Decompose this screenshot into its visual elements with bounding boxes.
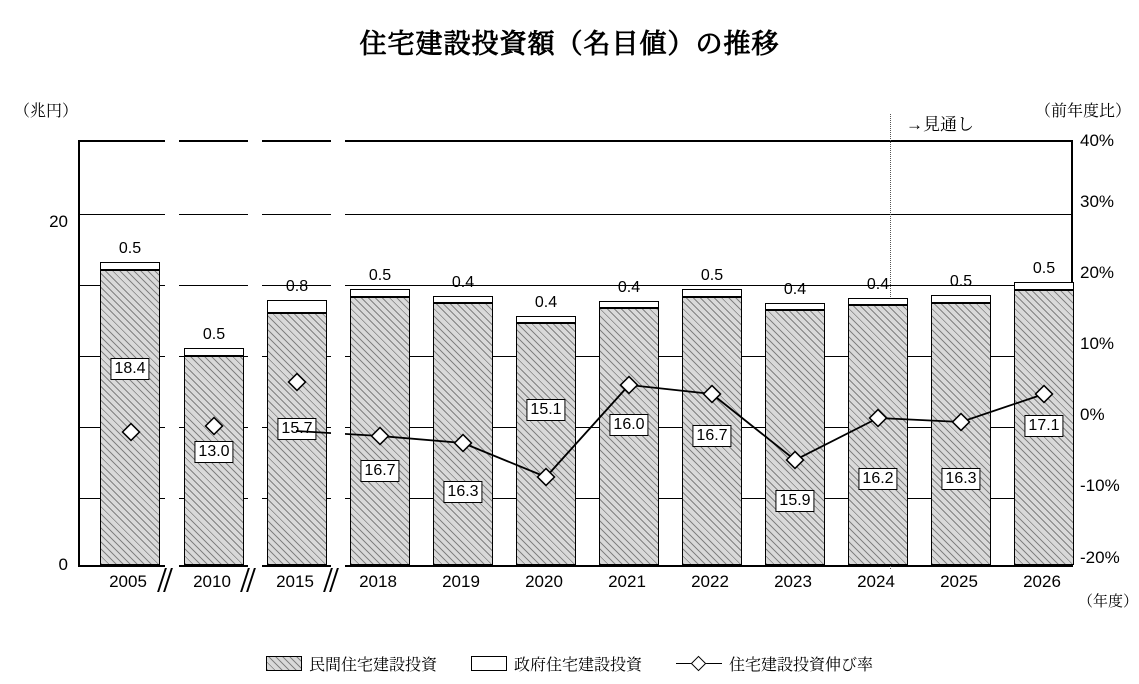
growth-rate-markers [123,374,1053,486]
x-label-2019: 2019 [442,572,480,591]
axis-break-gap-3 [331,140,345,571]
x-label-2005: 2005 [109,572,147,591]
bar-label-public-2019: 0.4 [451,274,475,291]
growth-rate-polyline [296,385,1044,477]
legend-swatch-plain-icon [471,656,507,671]
axis-break-mark-3 [326,568,338,592]
bar-label-private-2010: 13.0 [194,441,233,463]
legend-line-marker-icon [676,657,722,671]
bar-label-private-2019: 16.3 [443,481,482,503]
legend [0,652,1139,675]
legend-item-private [266,652,437,675]
bar-label-public-2005: 0.5 [118,240,142,257]
x-label-2023: 2023 [774,572,812,591]
bar-label-public-2020: 0.4 [534,294,558,311]
forecast-annotation: →見通し [906,115,974,134]
bar-label-public-2026: 0.5 [1032,260,1056,277]
y-tick-right-20: 20% [1080,263,1115,282]
x-label-2015: 2015 [276,572,314,591]
y-tick-right-40: 40% [1080,131,1115,150]
x-label-2026: 2026 [1023,572,1061,591]
y-tick-right-minus10: -10% [1080,476,1120,495]
axis-break-mark-2 [243,568,255,592]
bar-label-private-2018: 16.7 [360,460,399,482]
bar-label-private-2023: 15.9 [775,490,814,512]
x-label-2020: 2020 [525,572,563,591]
y-tick-right-10: 10% [1080,334,1115,353]
y-tick-right-30: 30% [1080,192,1115,211]
plot-area [78,140,1073,567]
left-axis-unit-label: （兆円） [14,103,79,120]
x-label-2024: 2024 [857,572,895,591]
bar-label-public-2018: 0.5 [368,267,392,284]
y-tick-left-0: 0 [58,555,68,574]
bar-label-private-2025: 16.3 [941,468,980,490]
x-label-2018: 2018 [359,572,397,591]
x-label-2025: 2025 [940,572,978,591]
axis-break-gap-1 [165,140,179,571]
legend-item-growth-rate [676,652,873,675]
legend-swatch-hatch-icon [266,656,302,671]
axis-break-gap-2 [248,140,262,571]
y-tick-right-minus20: -20% [1080,548,1120,567]
bar-label-private-2020: 15.1 [526,399,565,421]
x-axis-unit-label: （年度） [1078,593,1139,610]
y-tick-right-0: 0% [1080,405,1105,424]
legend-label-growth-rate: 住宅建設投資伸び率 [729,657,874,674]
y-tick-left-20: 20 [49,212,68,231]
bar-label-public-2023: 0.4 [783,281,807,298]
x-label-2021: 2021 [608,572,646,591]
growth-rate-line-series [80,142,1075,569]
bar-label-public-2025: 0.5 [949,273,973,290]
bar-label-private-2015: 15.7 [277,418,316,440]
x-label-2010: 2010 [193,572,231,591]
legend-label-public: 政府住宅建設投資 [513,657,642,674]
bar-label-public-2015: 0.8 [285,278,309,295]
bar-label-private-2005: 18.4 [110,358,149,380]
legend-item-public [471,652,642,675]
page-title: 住宅建設投資額（名目値）の推移 [359,29,780,59]
legend-label-private: 民間住宅建設投資 [308,657,437,674]
bar-label-public-2021: 0.4 [617,279,641,296]
bar-label-public-2024: 0.4 [866,276,890,293]
x-label-2022: 2022 [691,572,729,591]
bar-label-private-2021: 16.0 [609,414,648,436]
bar-label-private-2024: 16.2 [858,468,897,490]
bar-label-public-2010: 0.5 [202,326,226,343]
bar-label-public-2022: 0.5 [700,267,724,284]
bar-label-private-2026: 17.1 [1024,415,1063,437]
right-axis-unit-label: （前年度比） [1034,103,1131,120]
axis-break-mark-1 [160,568,172,592]
bar-label-private-2022: 16.7 [692,425,731,447]
